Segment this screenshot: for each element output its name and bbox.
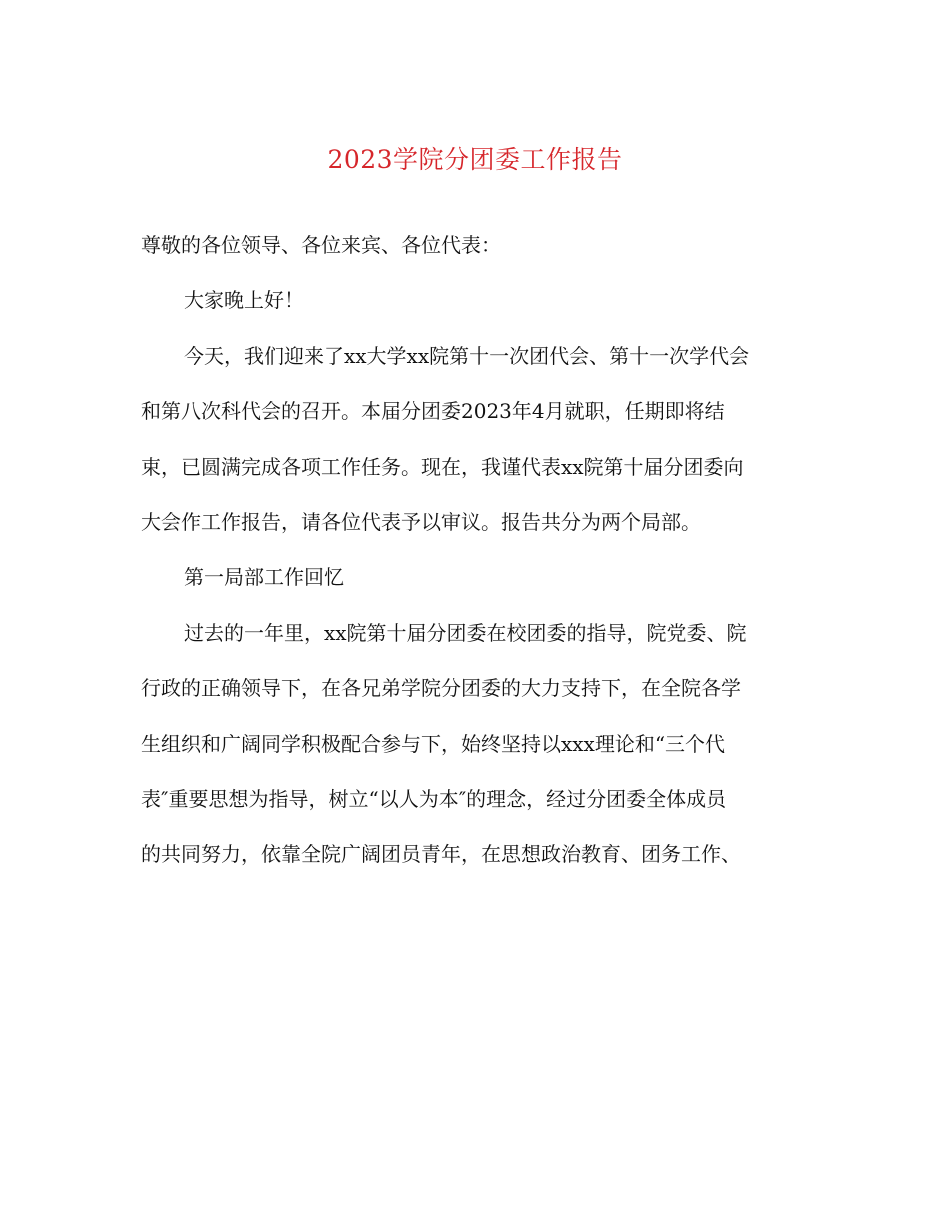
- paragraph-2-line-3: 生组织和广阔同学积极配合参与下，始终坚持以xxx理论和“三个代: [141, 731, 726, 756]
- paragraph-2-line-5: 的共同努力，依靠全院广阔团员青年，在思想政治教育、团务工作、: [141, 842, 741, 867]
- paragraph-1-line-2: 和第八次科代会的召开。本届分团委2023年4月就职，任期即将结: [141, 399, 725, 424]
- paragraph-1-line-4: 大会作工作报告，请各位代表予以审议。报告共分为两个局部。: [141, 509, 701, 534]
- greeting-line: 大家晚上好！: [184, 288, 304, 313]
- document-title: 2023学院分团委工作报告: [327, 145, 623, 174]
- paragraph-2-line-4: 表″重要思想为指导，树立“以人为本″的理念，经过分团委全体成员: [141, 786, 727, 811]
- document-body: [141, 225, 809, 890]
- salutation-line: 尊敬的各位领导、各位来宾、各位代表：: [141, 233, 501, 257]
- paragraph-2-line-1: 过去的一年里，xx院第十届分团委在校团委的指导，院党委、院: [184, 620, 747, 645]
- paragraph-2-line-2: 行政的正确领导下，在各兄弟学院分团委的大力支持下，在全院各学: [141, 676, 741, 701]
- section-heading: 第一局部工作回忆: [184, 565, 344, 590]
- paragraph-1-line-3: 束，已圆满完成各项工作任务。现在，我谨代表xx院第十届分团委向: [141, 454, 744, 479]
- paragraph-1-line-1: 今天，我们迎来了xx大学xx院第十一次团代会、第十一次学代会: [184, 343, 750, 368]
